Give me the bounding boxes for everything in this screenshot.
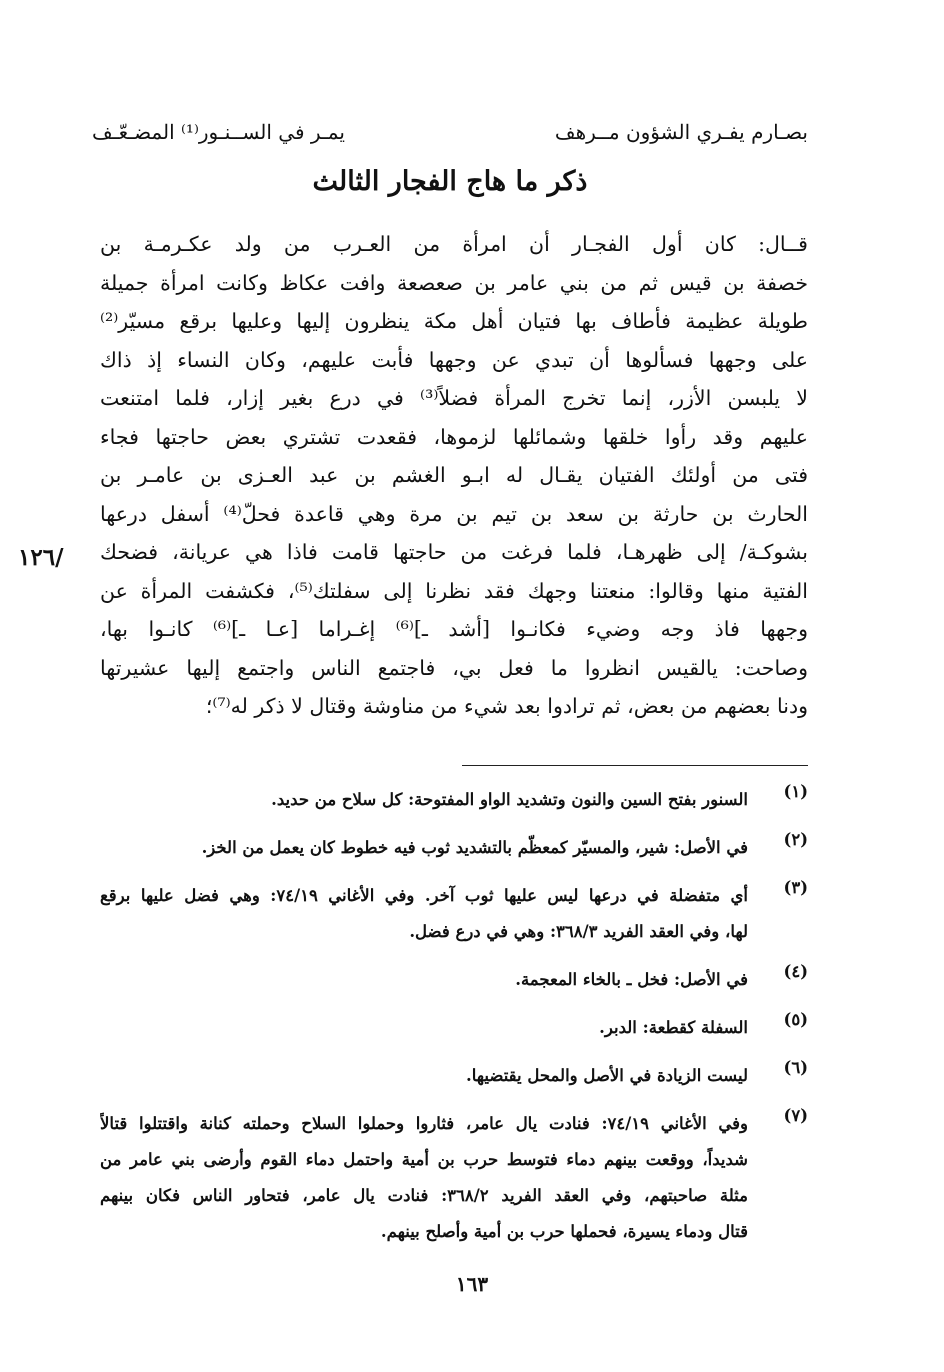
body-line: فتى من أولئك الفتيان يقـال له ابـو الغشم بن عبد العـزى بن عامـر بن <box>100 463 808 487</box>
body-line: وصاحت: يالقيس انظروا ما فعل بي، فاجتمع الناس واجتمع إليها عشيرتها <box>100 655 808 680</box>
footnote <box>100 830 808 866</box>
footnote-text: السنور بفتح السين والنون وتشديد الواو المفتوحة: كل سلاح من حديد. <box>271 790 748 809</box>
footnote <box>100 782 808 818</box>
footnote-number: (٢) <box>783 830 808 849</box>
margin-folio-number: /١٢٦ <box>18 544 64 571</box>
footnote-text: شديداً، ووقعت بينهم دماء فتوسط حرب بن أمية واحتمل دماء القوم وأرضى بني عامر من <box>100 1150 748 1169</box>
body-line: ودنا بعضهم من بعض، ثم ترادوا بعد شيء من مناوشة وقتال لا ذكر له⁽⁷⁾؛ <box>205 694 808 718</box>
footnotes-list <box>100 782 808 1262</box>
body-line: خصفة بن قيس ثم من بني عامر بن صعصعة وافت عكاظ وكانت امرأة جميلة <box>100 270 808 295</box>
footnote-number: (٤) <box>783 962 808 981</box>
footnote <box>100 878 808 950</box>
footnote-text: وفي الأغاني ٧٤/١٩: فنادت يال عامر، فثاروا وحملوا السلاح وحملته كنانة واقتتلوا قتالاً <box>100 1114 748 1133</box>
footnote-text: أي متفضلة في درعها ليس عليها ثوب آخر. وفي الأغاني ٧٤/١٩: وهي فضل عليها برقع <box>100 886 748 905</box>
footnote-number: (٧) <box>783 1106 808 1125</box>
footnote-text: لها، وفي العقد الفريد ٣٦٨/٣: وهي في درع فضل. <box>409 922 748 941</box>
page-number: ١٦٣ <box>455 1272 489 1296</box>
footnote <box>100 1106 808 1250</box>
body-line: الحارث بن حارثة بن سعد بن تيم بن مرة وهي قاعدة فحلّ⁽⁴⁾ أسفل درعها <box>100 501 808 526</box>
footnote-text: قتال ودماء يسيرة، فحملها حرب بن أمية وأصلح بينهم. <box>380 1222 748 1241</box>
footnote-text: مثلة صاحبتهم، وفي العقد الفريد ٣٦٨/٢: فنادت يال عامر، فتحاور الناس فكان بينهم <box>100 1186 748 1205</box>
poem-verse <box>92 120 808 154</box>
footnote-number: (٥) <box>783 1010 808 1029</box>
footnote <box>100 1010 808 1046</box>
footnote <box>100 962 808 998</box>
footnote-number: (١) <box>783 782 808 801</box>
footnote-text: في الأصل: فخل ـ بالخاء المعجمة. <box>515 970 748 989</box>
footnote <box>100 1058 808 1094</box>
body-line: قــال: كان أول الفجـار أن امرأة من العـرب من ولد عكـرمـة بن <box>100 232 808 256</box>
footnote-text: السفلة كقطعة: الدبر. <box>599 1018 748 1037</box>
body-line: وجهها فاذ وجه وضيء فكانـوا [أشد ـ]⁽⁶⁾ إغـراما [عـا ـ]⁽⁶⁾ كانـوا بها، <box>100 617 808 641</box>
footnote-text: في الأصل: شير، والمسيّر كمعظّم بالتشديد ثوب فيه خطوط كان يعمل من الخز. <box>201 838 748 857</box>
footnote-number: (٣) <box>783 878 808 897</box>
body-text <box>100 225 808 726</box>
footnote-divider <box>462 765 808 766</box>
body-line: لا يلبسن الأزر، إنما تخرج المرأة فضلاً⁽³⁾ في درع بغير إزار، فلما امتنعت <box>100 386 808 410</box>
body-line: على وجهها فسألوها أن تبدي عن وجهها فأبت عليهم، وكان النساء إذ ذاك <box>100 347 808 372</box>
body-line: الفتية منها وقالوا: منعتنا وجهك فقد نظرنا إلى سفلتك⁽⁵⁾، فكشفت المرأة عن <box>100 578 808 603</box>
footnote-number: (٦) <box>783 1058 808 1077</box>
verse-left-hemistich: يمـر في الســنـور⁽¹⁾ المضـعّـف <box>92 120 345 144</box>
section-title: ذكر ما هاج الفجار الثالث <box>312 166 588 197</box>
verse-right-hemistich: بصـارم يفـري الشؤون مــرهف <box>554 120 808 144</box>
body-line: طويلة عظيمة فأطاف بها فتيان أهل مكة ينظرون إليها وعليها برقع مسيّر⁽²⁾ <box>100 309 808 333</box>
footnote-text: ليست الزيادة في الأصل والمحل يقتضيها. <box>466 1066 748 1085</box>
body-line: بشوكـة/ إلى ظهرهـا، فلما فرغت من حاجتها قامت فاذا هي عريانة، فضحك <box>100 540 808 564</box>
body-line: عليهم وقد رأوا خلقها وشمائلها لزموها، فقعدت تشتري بعض حاجتها فجاء <box>100 424 808 449</box>
